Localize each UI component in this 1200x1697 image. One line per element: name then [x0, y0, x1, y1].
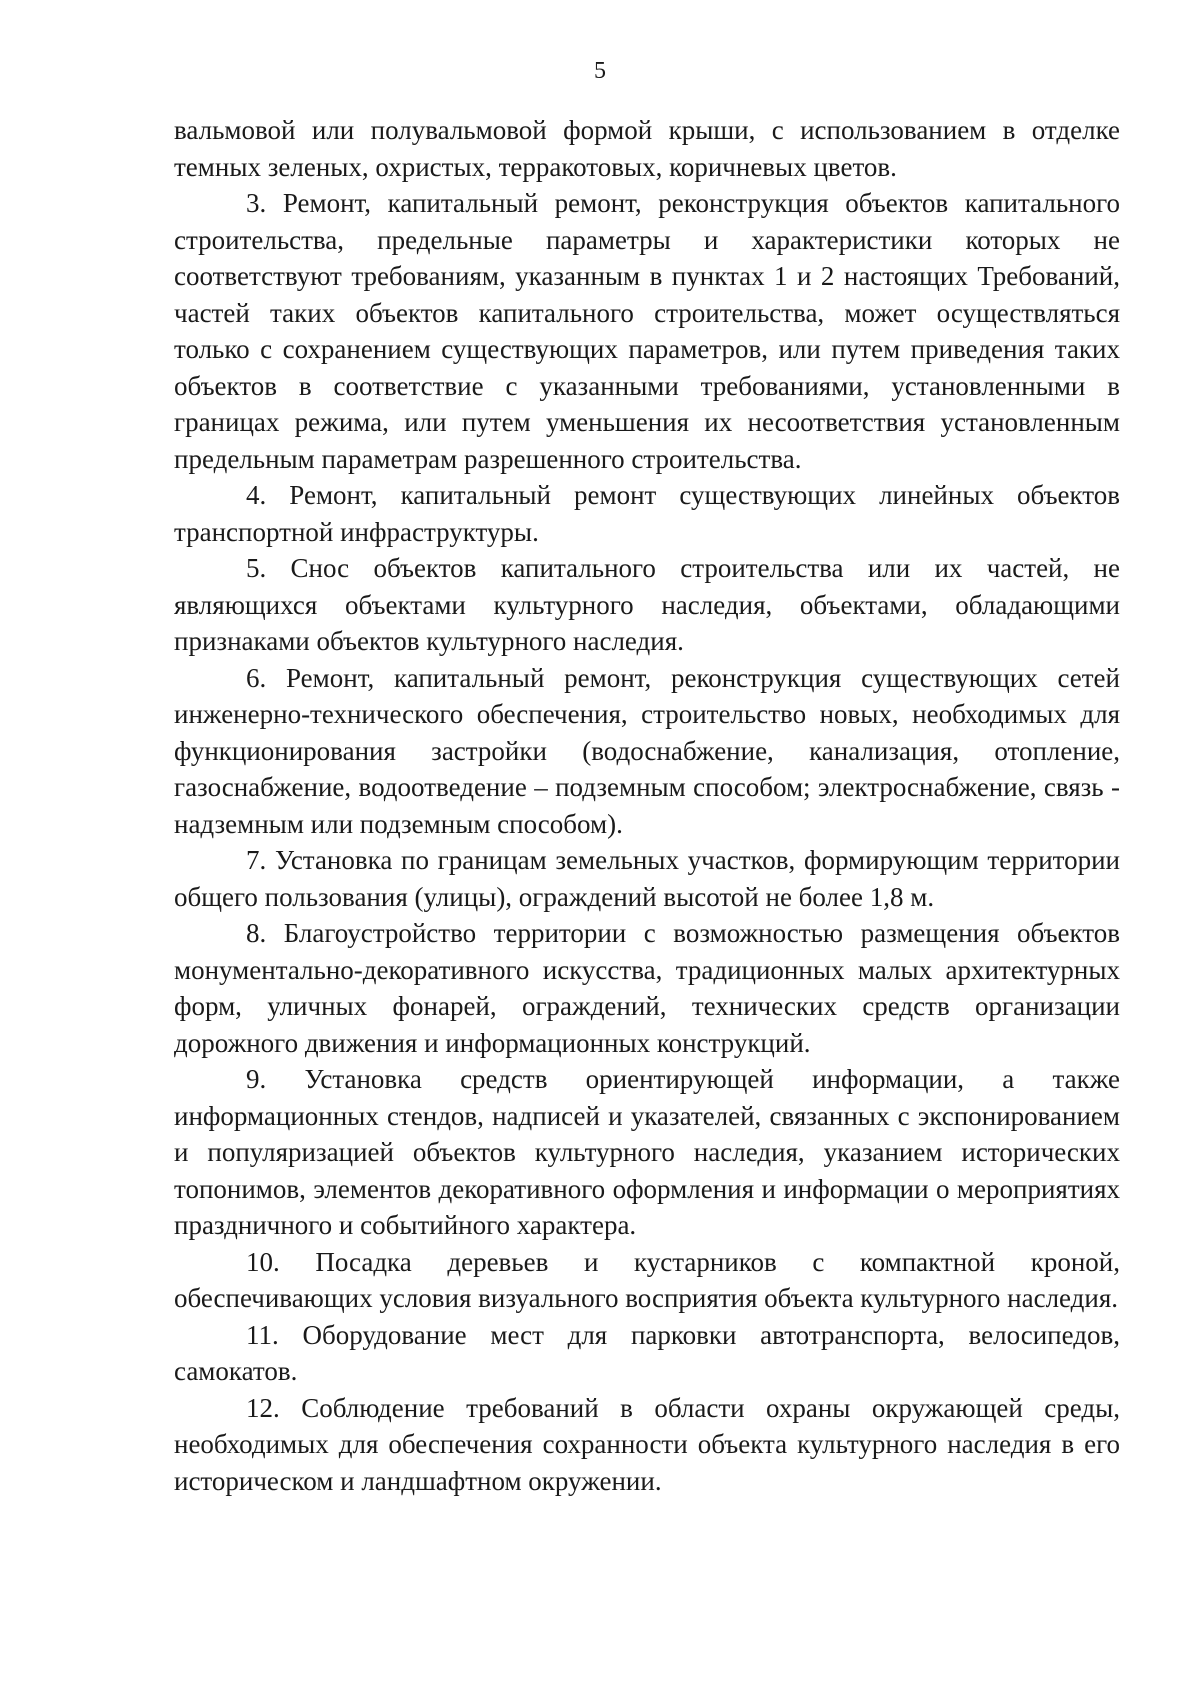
list-item-5: 5. Снос объектов капитального строительства или их частей, не являющихся объектами культурного наследия, объектами, обладающими признаками объектов культурного наследия. [174, 553, 1120, 656]
list-item-9: 9. Установка средств ориентирующей информации, а также информационных стендов, надписей и указателей, связанных с экспонированием и популяризацией объектов культурного наследия, указанием исторических топонимов, элементов декоративного оформления и информации о мероприятиях праздничного и событийного характера. [174, 1064, 1120, 1240]
list-item-12: 12. Соблюдение требований в области охраны окружающей среды, необходимых для обеспечения сохранности объекта культурного наследия в его историческом и ландшафтном окружении. [174, 1392, 1120, 1496]
continuation-paragraph: вальмовой или полувальмовой формой крыши, с использованием в отделке темных зеленых, охристых, терракотовых, коричневых цветов. [174, 115, 1120, 182]
page-number: 5 [594, 58, 606, 84]
list-item-10: 10. Посадка деревьев и кустарников с компактной кроной, обеспечивающих условия визуального восприятия объекта культурного наследия. [174, 1246, 1120, 1313]
list-item-6: 6. Ремонт, капитальный ремонт, реконструкция существующих сетей инженерно-технического обеспечения, строительство новых, необходимых для функционирования застройки (водоснабжение, канализация, отопление, газоснабжение, водоотведение – подземным способом; электроснабжение, связь - надземным или подземным способом). [174, 662, 1120, 839]
document-body [174, 112, 1120, 1499]
list-item-11: 11. Оборудование мест для парковки автотранспорта, велосипедов, самокатов. [174, 1319, 1120, 1386]
list-item-4: 4. Ремонт, капитальный ремонт существующих линейных объектов транспортной инфраструктуры. [174, 480, 1120, 547]
list-item-7: 7. Установка по границам земельных участков, формирующим территории общего пользования (улицы), ограждений высотой не более 1,8 м. [174, 845, 1120, 912]
list-item-8: 8. Благоустройство территории с возможностью размещения объектов монументально-декоративного искусства, традиционных малых архитектурных форм, уличных фонарей, ограждений, технических средств организации дорожного движения и информационных конструкций. [174, 918, 1120, 1058]
list-item-3: 3. Ремонт, капитальный ремонт, реконструкция объектов капитального строительства, предельные параметры и характеристики которых не соответствуют требованиям, указанным в пунктах 1 и 2 настоящих Требований, частей таких объектов капитального строительства, может осуществляться только с сохранением существующих параметров, или путем приведения таких объектов в соответствие с указанными требованиями, установленными в границах режима, или путем уменьшения их несоответствия установленным предельным параметрам разрешенного строительства. [174, 188, 1120, 474]
